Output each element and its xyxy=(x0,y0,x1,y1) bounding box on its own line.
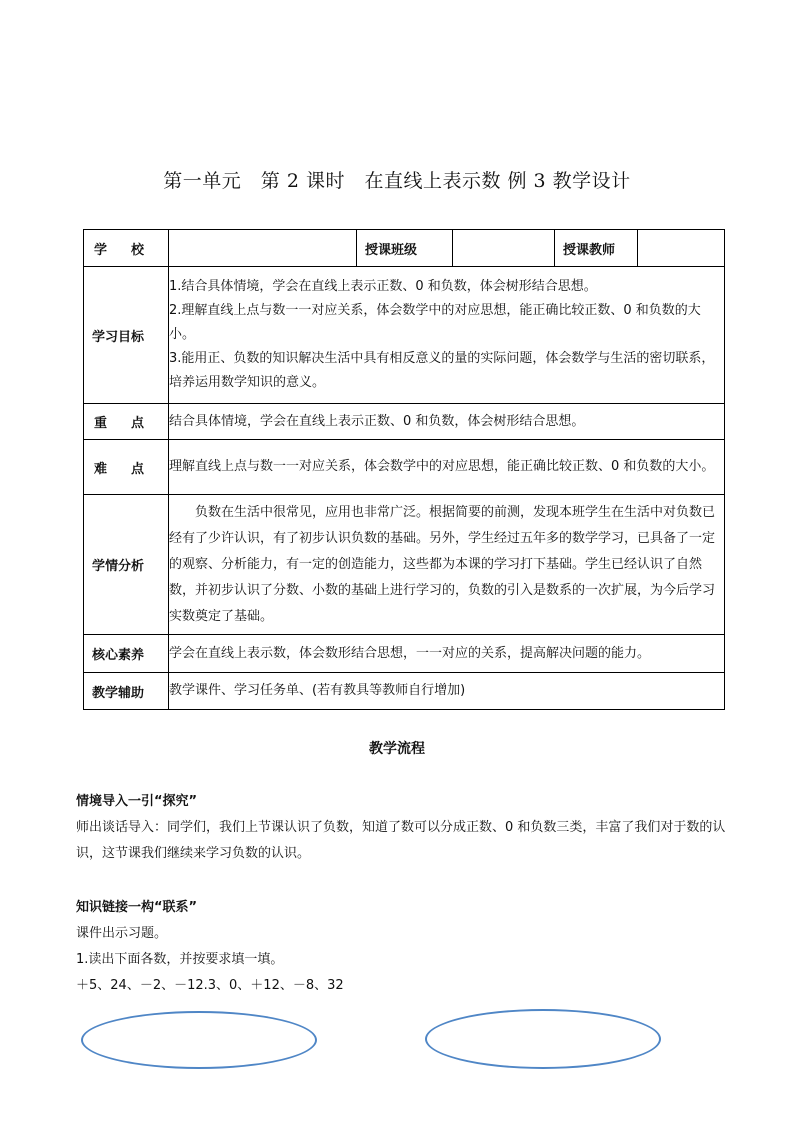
section-link xyxy=(76,895,726,999)
goal-item: 1.结合具体情境，学会在直线上表示正数、0 和负数，体会树形结合思想。 xyxy=(169,279,597,294)
negative-number-oval xyxy=(425,1009,661,1069)
section-link-line1: 课件出示习题。 xyxy=(76,926,168,941)
goals-label: 学习目标 xyxy=(92,329,145,345)
table-row xyxy=(84,495,725,635)
aids-label-cell xyxy=(84,673,169,710)
key-label-cell xyxy=(84,404,169,440)
lesson-info-table xyxy=(83,229,725,710)
core-label: 核心素养 xyxy=(92,648,145,663)
table-row xyxy=(84,440,725,495)
analysis-value xyxy=(169,495,725,635)
difficulty-label: 难 点 xyxy=(94,461,144,477)
aids-label: 教学辅助 xyxy=(92,685,145,701)
positive-number-oval xyxy=(81,1011,317,1069)
difficulty-label-cell xyxy=(84,440,169,495)
table-row xyxy=(84,673,725,710)
section-link-line2: 1.读出下面各数，并按要求填一填。 xyxy=(76,952,284,967)
class-value xyxy=(453,230,555,267)
school-value xyxy=(169,230,357,267)
flow-heading: 教学流程 xyxy=(369,741,425,757)
section-link-heading: 知识链接一构“联系” xyxy=(76,900,198,915)
class-label: 授课班级 xyxy=(365,242,418,258)
goal-item: 3.能用正、负数的知识解决生活中具有相反意义的量的实际问题，体会数学与生活的密切联系，培养运用数学知识的意义。 xyxy=(169,351,715,390)
teacher-label: 授课教师 xyxy=(563,242,616,258)
page-title: 第一单元 第 2 课时 在直线上表示数 例 3 教学设计 xyxy=(163,170,631,192)
table-row xyxy=(84,267,725,404)
core-label-cell xyxy=(84,635,169,673)
goal-item: 2.理解直线上点与数一一对应关系，体会数学中的对应思想，能正确比较正数、0 和负数的大小。 xyxy=(169,303,701,342)
school-label-cell xyxy=(84,230,169,267)
goals-label-cell xyxy=(84,267,169,404)
analysis-text: 负数在生活中很常见，应用也非常广泛。根据简要的前测，发现本班学生在生活中对负数已经有了少许认识，有了初步认识负数的基础。另外，学生经过五年多的数学学习，已具备了一定的观察、分析能力，有一定的创造能力，这些都为本课的学习打下基础。学生已经认识了自然数，并初步认识了分数、小数的基础上进行学习的，负数的引入是数系的一次扩展，为今后学习实数奠定了基础。 xyxy=(169,504,716,624)
table-row xyxy=(84,635,725,673)
school-label: 学 校 xyxy=(94,242,144,258)
aids-value: 教学课件、学习任务单、(若有教具等教师自行增加) xyxy=(169,673,725,710)
class-label-cell xyxy=(357,230,453,267)
core-value: 学会在直线上表示数，体会数形结合思想，一一对应的关系，提高解决问题的能力。 xyxy=(169,635,725,673)
table-row xyxy=(84,404,725,440)
teacher-value xyxy=(638,230,725,267)
key-value: 结合具体情境，学会在直线上表示正数、0 和负数，体会树形结合思想。 xyxy=(169,404,725,440)
number-list: ＋5、24、－2、－12.3、0、＋12、－8、32 xyxy=(76,978,344,993)
section-intro-text: 师出谈话导入：同学们，我们上节课认识了负数，知道了数可以分成正数、0 和负数三类，丰富了我们对于数的认识，这节课我们继续来学习负数的认识。 xyxy=(76,820,726,861)
section-intro-heading: 情境导入一引“探究” xyxy=(76,794,198,809)
difficulty-value: 理解直线上点与数一一对应关系，体会数学中的对应思想，能正确比较正数、0 和负数的大小。 xyxy=(169,440,725,495)
key-label: 重 点 xyxy=(94,416,144,431)
teacher-label-cell xyxy=(555,230,638,267)
section-intro xyxy=(76,789,726,867)
table-row xyxy=(84,230,725,267)
analysis-label: 学情分析 xyxy=(92,559,145,574)
analysis-label-cell xyxy=(84,495,169,635)
goals-value xyxy=(169,267,725,404)
